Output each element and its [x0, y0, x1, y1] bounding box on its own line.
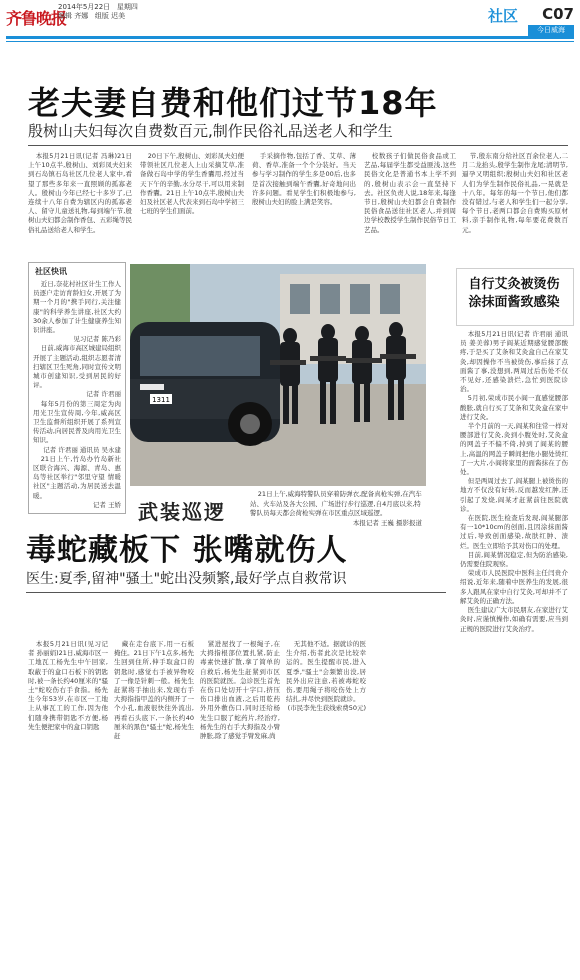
- lead-column-5: 节,殷东南分给社区百余位老人,二月二龙抬头,殷学生制作龙尾;清明节,逼孕又明组织;殷树山夫妇和社区老人们为学生制作民俗礼品,一晃就是十八年。每年的每一个节日,他们都没有错过,与老人和学生们一起分享,每个节日,老两口都会自费购买原材料,亲手制作礼物,每年要花费数百元。: [462, 152, 568, 234]
- brief-title: 社区快讯: [35, 267, 67, 276]
- license-plate: 1311: [152, 396, 170, 404]
- issue-info: [58, 3, 138, 21]
- lead-column-1: 本报5月21日讯(记者 冯琳)21日上午10点半,殷树山、刘彩凤夫妇来到石岛镇石岛社区几位老人家中,看望了那些多年来一直照顾的孤寡老人。殷树山今年已经七十多岁了,已连续十八年自费为辖区内的孤寡老人、留守儿童送礼物,每到端午节,殷树山夫妇都会制作香包、五彩绳等民俗礼品送给老人和学生。: [28, 152, 132, 234]
- lead-rule: [28, 145, 568, 146]
- side-paragraph: 目前,阎某情况稳定,但为防治感染,仍需要住院观察。: [460, 550, 568, 569]
- tip-fee-note: (市民李先生获线索费50元): [287, 704, 366, 713]
- side-headline: [462, 276, 566, 312]
- side-paragraph: 5月初,荣成市民小阎一直感觉腰部酸胀,就自行买了艾条和艾灸盒在家中进行艾灸。: [460, 394, 568, 421]
- snake-rule: [26, 592, 446, 593]
- date-line: 2014年5月22日 星期四: [58, 3, 138, 11]
- lead-column-2: 20日下午,殷树山、刘彩凤夫妇便带领社区几位老人上山采摘艾草,准备做石岛中学的学生香囊用,经过当天下午的辛勤,水分尽干,可以用来制作香囊。21日上午10点半,殷树山夫妇及社区老人代表来到石岛中学初三七班的学生们面前。: [140, 152, 244, 216]
- snake-column-4: [286, 640, 366, 750]
- lead-column-3: 手采摘作物,包括了香、艾草、薄荷、香草,准备一个个分装好。当天参与学习制作的学生多是00后,也多是首次接触到端午香囊,好奇地问出许多问题。看见学生们积极地参与,殷树山夫妇的脸上满是笑容。: [252, 152, 356, 207]
- lead-column-4: 校数孩子们做民俗食品或工艺品,每届学生都受益匪浅,这些民俗文化是普通书本上学不到的,殷树山表示会一直坚持下去。社区负责人说,18年来,每逢节日,殷树山夫妇都会自费制作民俗食品送往社区老人,并到周边学校教授学生制作民俗节日工艺品。: [364, 152, 456, 234]
- side-paragraph: 半个月前的一天,阎某和往常一样对腰部进行艾灸,灸到小腹处时,艾灸盒的网盖子不偏不倚,掉到了阎某的腰上,高温的网盖子瞬间把他小腿处烫红了一大片,小阎将家里的面酱抹在了伤处。: [460, 422, 568, 477]
- brief-item: 21日上午,竹岛办竹岛新社区联合海兴、海源、青岛、惠岛等社区举行"邻里守望 情暖社区"主题活动,为居民送去温暖。: [33, 454, 121, 500]
- lead-headline: 老夫妻自费和他们过节18年: [28, 84, 438, 122]
- news-photo-armed-patrol: [130, 264, 426, 486]
- side-paragraph: 荣成市人民医院中医科主任闫贵介绍说,近年来,随着中医养生的发展,很多人跟风在家中自行艾灸,可却并不了解艾灸的正确方法。: [460, 569, 568, 605]
- side-paragraph: 但是两周过去了,阎某腿上被烫伤的地方不仅没有好转,反而越发红肿,还引起了发烧,阎某才赶紧前往医院就诊。: [460, 477, 568, 513]
- brief-item: 近日,奈花村社区计生工作人员逐户走访育龄妇女,开展了为期一个月的"携手同行,关注健康"的科学养生讲座,社区大约30余人参加了计生健康养生知识讲座。: [33, 280, 121, 335]
- side-story-body: [460, 330, 568, 780]
- snake-column-1: 本报5月21日讯(见习记者 孙丽娟)21日,威海市区一工地瓦工杨先生中午回家,取蔽于的盒口石板下的钥匙时,被一条长约40厘米的"骚土"蛇咬伤右手食指。杨先生今年53岁,在市区一工地上从事瓦工的工作,因为他们随身携带钥匙不方便,杨先生便把家中的盒口钥匙: [28, 640, 108, 731]
- snake-headline: 毒蛇藏板下 张嘴就伤人: [26, 533, 348, 568]
- section-name: 社区: [487, 7, 518, 25]
- staff-line: 编辑 齐娜 组版 迟美: [58, 12, 126, 20]
- newspaper-logo: 齐鲁晚报: [6, 9, 67, 28]
- brief-body: [33, 280, 121, 512]
- brief-author: 记者 许君丽: [86, 390, 121, 399]
- side-paragraph: 本报5月21日讯(记者 许君丽 通讯员 姜美蓉)男子阎某近期感觉腰部酸疼,于是买了艾条和艾灸盒自己在家艾灸,却因操作不当被烫伤,事后抹了点面酱了事,没想到,两周过后伤处不仅不见好,还感染溃烂,急忙到医院诊治。: [460, 330, 568, 394]
- photo-credit: 本报记者 王巍 摄影报道: [352, 518, 422, 527]
- photo-caption-title: 武装巡逻: [138, 500, 226, 524]
- photo-caption-text: 21日上午,威海特警队员穿着防弹衣,配备真枪实弹,在汽车站、火车站及各大公园、广场进行步行巡逻,自4月底以来,特警队员每天都会荷枪实弹在市区重点区域巡逻。: [250, 490, 422, 517]
- side-paragraph: 在医院,医生检查后发现,阎某腿部有一10*10cm的创面,且因涂抹面酱过后,导致创面感染,故肤红肿、溃烂。医生立即给予其对伤口的处理。: [460, 514, 568, 550]
- lead-subhead: 殷树山夫妇每次自费数百元,制作民俗礼品送老人和学生: [28, 122, 393, 140]
- photo-illustration: [130, 264, 426, 486]
- edition-badge: 今日威海: [528, 25, 574, 36]
- header-rule: [6, 36, 574, 39]
- side-headline-line-1: 自行艾灸被烫伤: [468, 277, 560, 292]
- side-paragraph: 医生建议广大市民朋友,在家进行艾灸时,应谨慎操作,如确有需要,应当到正规的医院进行艾灸治疗。: [460, 606, 568, 633]
- brief-item: 每年5月份的第三周定为肉用光卫生宣传周,今年,威高区卫生监督所组织开展了系列宣传活动,向居民普及肉用光卫生知识。: [33, 399, 121, 445]
- snake-column-3: 紧进屋找了一根绳子,在大拇指根部位置扎紧,防止毒素快速扩散,拿了简单的自救后,杨先生赶紧到市区的医院就医。急诊医生首先在伤口处切开十字口,挤压伤口排出血液,之后用乾药外用外敷伤口,同时还给杨先生口服了蛇药片,经治疗,杨先生的右手大拇指及小臂肿胀,除了感觉手臂发麻,尚: [200, 640, 280, 741]
- snake-subhead: 医生:夏季,留神"骚土"蛇出没频繁,最好学点自救常识: [26, 571, 347, 587]
- photo-caption: [250, 490, 422, 528]
- brief-box: [28, 262, 126, 514]
- brief-author: 见习记者 陈乃彩: [73, 335, 121, 344]
- brief-item: 日前,威海市高区城建局组织开展了主题活动,组织志愿者清扫辖区卫生死角,同时宣传文明城市创建知识,受到居民的好评。: [33, 344, 121, 390]
- page-code: C07: [542, 5, 574, 23]
- snake-column-4-text: 无其他不适。据就诊的医生介绍,伤者此次是比较幸运的。医生提醒市民,进入夏季,"骚土"会频繁出没,居民外出应注意,若被毒蛇咬伤,要用绳子将咬伤处上方结扎,并尽快到医院就诊。: [286, 640, 366, 704]
- side-headline-line-2: 涂抹面酱致感染: [468, 295, 560, 310]
- brief-author: 记者 许君丽 通讯员 吴永建: [43, 445, 121, 454]
- snake-column-2: 藏在走台底下,用一石板掩住。21日下午1点多,杨先生回到住所,伸手取盒口的钥匙时,感觉右手被异物咬了一像是针刺一般。杨先生赶紧将手抽出来,发现右手大拇指指甲盖的内侧开了一个小孔,血液很快往外流出,再看石头底下,一条长约40厘米的黑色"骚土"蛇,杨先生赶: [114, 640, 194, 741]
- header-rule-thin: [6, 41, 574, 42]
- brief-author: 记者 王娇: [92, 500, 121, 509]
